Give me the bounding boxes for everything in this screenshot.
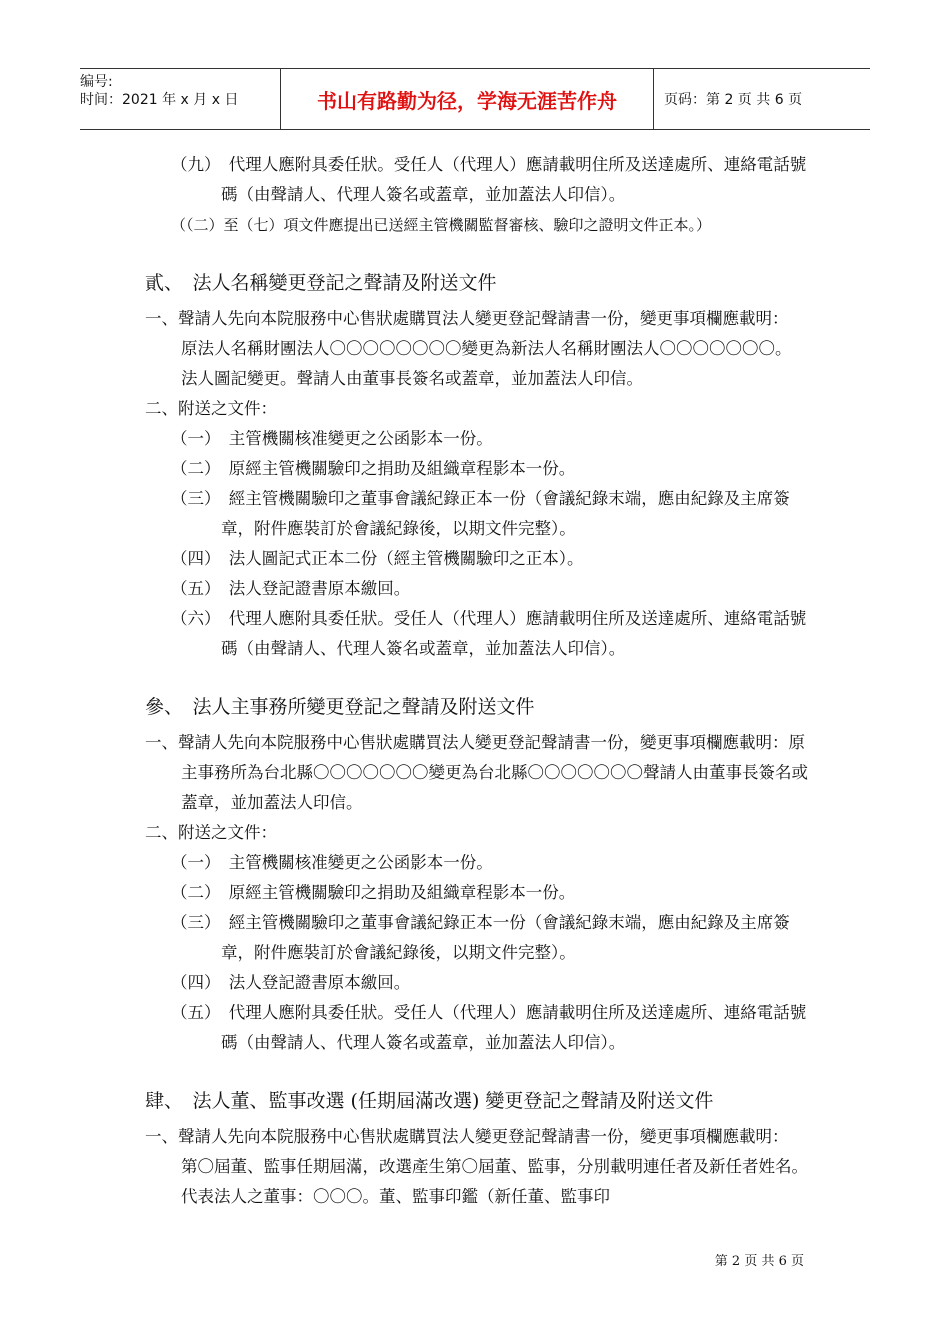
section-2-para-1: 一、聲請人先向本院服務中心售狀處購買法人變更登記聲請書一份，變更事項欄應載明： 原法人名稱財團法人〇〇〇〇〇〇〇〇變更為新法人名稱財團法人〇〇〇〇〇〇〇。 法人圖記變更。聲請人由董事長簽名或蓋章，並加蓋法人印信。 (145, 309, 797, 388)
header-info (80, 69, 280, 129)
list-item: （三） 經主管機關驗印之董事會議紀錄正本一份（會議紀錄末端，應由紀錄及主席簽章，附件應裝訂於會議紀錄後，以期文件完整）。 (171, 489, 790, 538)
document-body (145, 150, 810, 1212)
page-footer: 第 2 页 共 6 页 (714, 1254, 804, 1269)
list-item: （五） 法人登記證書原本繳回。 (171, 579, 411, 598)
section-4-title: 肆、 法人董、監事改選 (任期屆滿改選) 變更登記之聲請及附送文件 (145, 1090, 714, 1112)
time-label: 时间：2021 年 x 月 x 日 (80, 92, 239, 108)
list-item: （五） 代理人應附具委任狀。受任人（代理人）應請載明住所及送達處所、連絡電話號碼（由聲請人、代理人簽名或蓋章，並加蓋法人印信）。 (171, 1003, 807, 1052)
list-item: （六） 代理人應附具委任狀。受任人（代理人）應請載明住所及送達處所、連絡電話號碼（由聲請人、代理人簽名或蓋章，並加蓋法人印信）。 (171, 609, 807, 658)
section-2-title: 貳、 法人名稱變更登記之聲請及附送文件 (145, 272, 497, 294)
list-item: （三） 經主管機關驗印之董事會議紀錄正本一份（會議紀錄末端，應由紀錄及主席簽章，附件應裝訂於會議紀錄後，以期文件完整）。 (171, 913, 790, 962)
list-item: （四） 法人登記證書原本繳回。 (171, 973, 411, 992)
intro-item-9: （九） 代理人應附具委任狀。受任人（代理人）應請載明住所及送達處所、連絡電話號碼（由聲請人、代理人簽名或蓋章，並加蓋法人印信）。 (171, 155, 807, 204)
section-2-para-2: 二、附送之文件： (145, 399, 277, 418)
page-header (80, 68, 870, 130)
list-item: （二） 原經主管機關驗印之捐助及組織章程影本一份。 (171, 459, 576, 478)
motto: 书山有路勤为径，学海无涯苦作舟 (280, 69, 654, 129)
list-item: （二） 原經主管機關驗印之捐助及組織章程影本一份。 (171, 883, 576, 902)
section-3-para-2: 二、附送之文件： (145, 823, 277, 842)
section-4-para-1: 一、聲請人先向本院服務中心售狀處購買法人變更登記聲請書一份，變更事項欄應載明： 第〇屆董、監事任期屆滿，改選產生第〇屆董、監事，分別載明連任者及新任者姓名。代表法人之董事：〇〇〇。董、監事印鑑（新任董、監事印 (145, 1127, 808, 1206)
section-3-title: 參、 法人主事務所變更登記之聲請及附送文件 (145, 696, 535, 718)
list-item: （一） 主管機關核准變更之公函影本一份。 (171, 429, 493, 448)
list-item: （四） 法人圖記式正本二份（經主管機關驗印之正本）。 (171, 549, 584, 568)
section-3-para-1: 一、聲請人先向本院服務中心售狀處購買法人變更登記聲請書一份，變更事項欄應載明：原主事務所為台北縣〇〇〇〇〇〇〇變更為台北縣〇〇〇〇〇〇〇聲請人由董事長簽名或蓋章，並加蓋法人印信。 (145, 733, 808, 812)
intro-note: （（二）至（七）項文件應提出已送經主管機關監督審核、驗印之證明文件正本。） (171, 216, 712, 234)
list-item: （一） 主管機關核准變更之公函影本一份。 (171, 853, 493, 872)
page-label: 页码：第 2 页 共 6 页 (664, 92, 803, 108)
serial-label: 编号: (80, 74, 113, 90)
